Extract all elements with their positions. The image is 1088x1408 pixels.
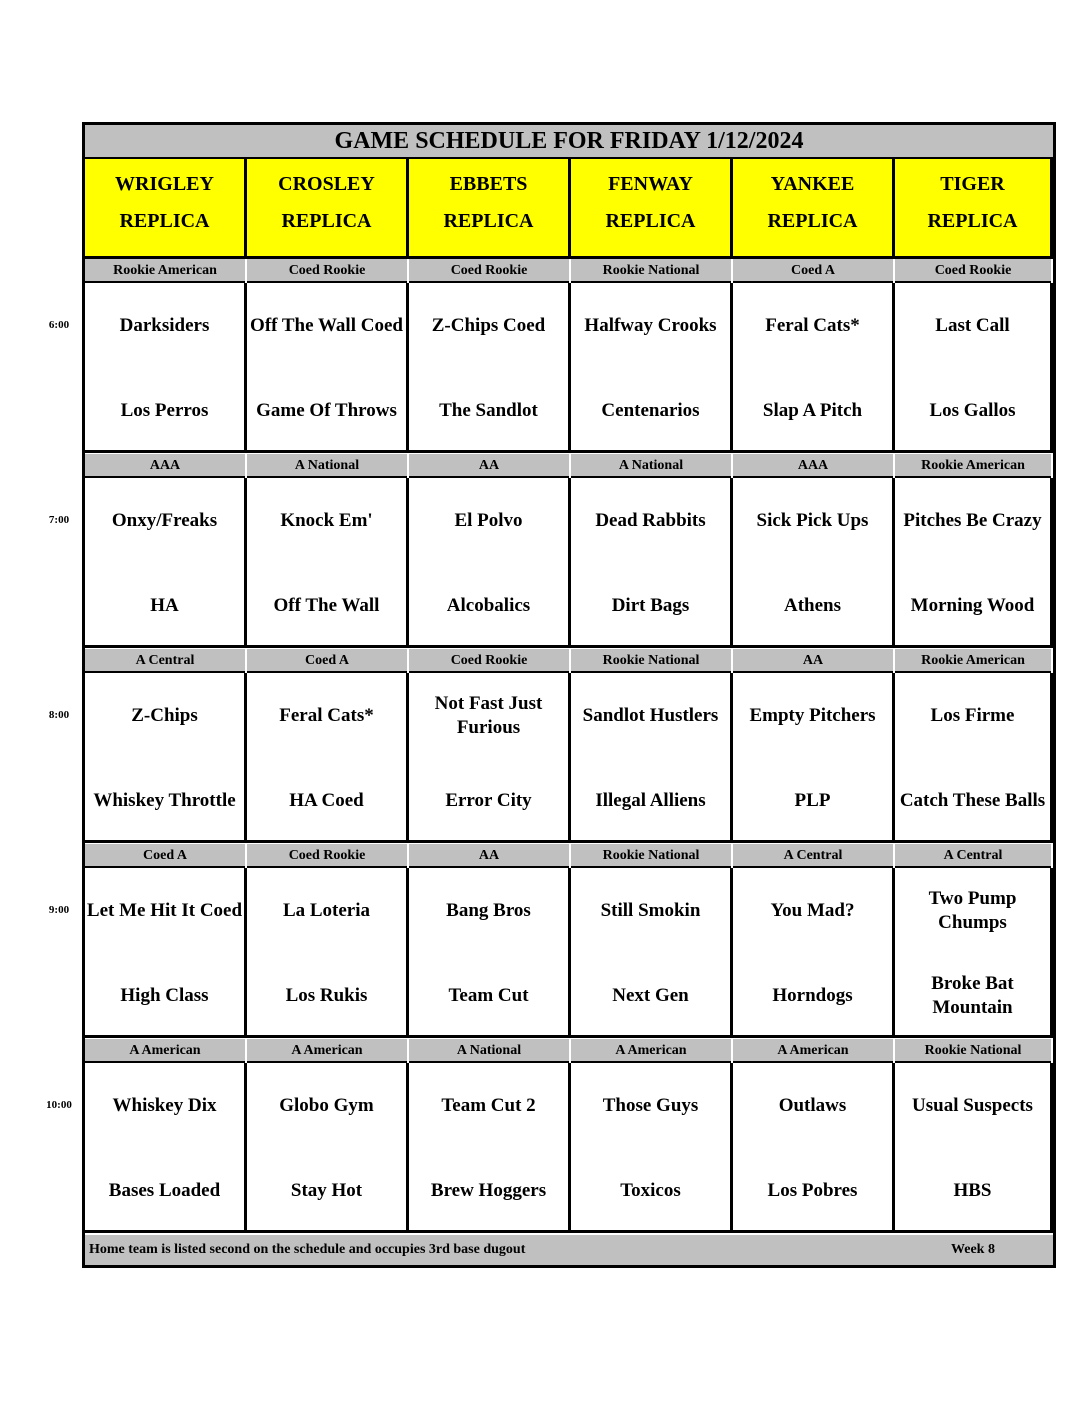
home-team: Horndogs bbox=[772, 985, 853, 1006]
home-team: Off The Wall bbox=[273, 595, 380, 616]
game-cell bbox=[895, 283, 1053, 453]
away-team: Z-Chips bbox=[131, 705, 198, 726]
away-team: Not Fast Just Furious bbox=[434, 693, 543, 738]
division-label: AA bbox=[733, 649, 895, 673]
home-team: Athens bbox=[783, 595, 841, 616]
field-subtitle: REPLICA bbox=[281, 210, 372, 232]
away-team: Whiskey Dix bbox=[112, 1095, 217, 1116]
home-team: Catch These Balls bbox=[899, 790, 1046, 811]
division-label: Rookie American bbox=[895, 649, 1053, 673]
page-title: GAME SCHEDULE FOR FRIDAY 1/12/2024 bbox=[85, 125, 1053, 159]
division-label: Rookie National bbox=[895, 1039, 1053, 1063]
field-header-0 bbox=[85, 159, 247, 259]
game-cell bbox=[85, 673, 247, 843]
home-team: Los Gallos bbox=[929, 400, 1016, 421]
away-team: Sick Pick Ups bbox=[756, 510, 869, 531]
field-header-2 bbox=[409, 159, 571, 259]
division-label: Coed Rookie bbox=[409, 259, 571, 283]
away-team: Bang Bros bbox=[446, 900, 531, 921]
away-team: Team Cut 2 bbox=[441, 1095, 536, 1116]
field-header-3 bbox=[571, 159, 733, 259]
away-team: Those Guys bbox=[602, 1095, 699, 1116]
division-label: AAA bbox=[85, 454, 247, 478]
division-label: A American bbox=[85, 1039, 247, 1063]
game-cell bbox=[247, 673, 409, 843]
away-team: Globo Gym bbox=[279, 1095, 374, 1116]
away-team: La Loteria bbox=[282, 900, 371, 921]
game-cell bbox=[409, 478, 571, 648]
division-label: Rookie National bbox=[571, 649, 733, 673]
field-name: CROSLEY bbox=[278, 173, 375, 195]
away-team: Dead Rabbits bbox=[595, 510, 706, 531]
footer-note: Home team is listed second on the schedule and occupies 3rd base dugout bbox=[89, 1242, 526, 1257]
division-label: Coed Rookie bbox=[247, 259, 409, 283]
division-label: Rookie American bbox=[895, 454, 1053, 478]
home-team: PLP bbox=[794, 790, 831, 811]
home-team: Team Cut bbox=[448, 985, 529, 1006]
away-team: Still Smokin bbox=[600, 900, 701, 921]
division-label: Coed Rookie bbox=[247, 844, 409, 868]
game-cell bbox=[85, 868, 247, 1038]
game-cell bbox=[85, 478, 247, 648]
field-name: EBBETS bbox=[449, 173, 528, 195]
home-team: Los Perros bbox=[120, 400, 209, 421]
game-cell bbox=[733, 478, 895, 648]
game-cell bbox=[571, 478, 733, 648]
field-subtitle: REPLICA bbox=[927, 210, 1018, 232]
home-team: Los Pobres bbox=[767, 1180, 858, 1201]
home-team: HBS bbox=[953, 1180, 992, 1201]
away-team: Onxy/Freaks bbox=[111, 510, 218, 531]
away-team: Outlaws bbox=[778, 1095, 847, 1116]
division-label: Coed Rookie bbox=[409, 649, 571, 673]
home-team: Broke Bat Mountain bbox=[931, 973, 1014, 1018]
home-team: Los Rukis bbox=[285, 985, 368, 1006]
field-subtitle: REPLICA bbox=[767, 210, 858, 232]
home-team: Next Gen bbox=[612, 985, 689, 1006]
away-team: Last Call bbox=[935, 315, 1010, 336]
division-band bbox=[85, 649, 1053, 673]
game-cell bbox=[571, 283, 733, 453]
away-team: Z-Chips Coed bbox=[431, 315, 546, 336]
home-team: HA bbox=[150, 595, 179, 616]
division-label: AA bbox=[409, 454, 571, 478]
game-row bbox=[85, 673, 1053, 843]
home-team: Dirt Bags bbox=[611, 595, 690, 616]
game-cell bbox=[895, 673, 1053, 843]
division-label: Rookie American bbox=[85, 259, 247, 283]
home-team: Brew Hoggers bbox=[430, 1180, 547, 1201]
footer-bar bbox=[85, 1235, 1053, 1265]
division-label: Coed Rookie bbox=[895, 259, 1053, 283]
field-subtitle: REPLICA bbox=[119, 210, 210, 232]
division-label: A National bbox=[247, 454, 409, 478]
division-label: A Central bbox=[85, 649, 247, 673]
home-team: Slap A Pitch bbox=[762, 400, 863, 421]
field-header-5 bbox=[895, 159, 1053, 259]
game-cell bbox=[247, 478, 409, 648]
away-team: Feral Cats* bbox=[279, 705, 374, 726]
home-team: Stay Hot bbox=[290, 1180, 363, 1201]
division-band bbox=[85, 1039, 1053, 1063]
division-label: AA bbox=[409, 844, 571, 868]
away-team: Pitches Be Crazy bbox=[903, 510, 1042, 531]
game-cell bbox=[733, 673, 895, 843]
division-label: Rookie National bbox=[571, 844, 733, 868]
away-team: Knock Em' bbox=[280, 510, 373, 531]
game-cell bbox=[409, 1063, 571, 1233]
home-team: Whiskey Throttle bbox=[93, 790, 236, 811]
game-cell bbox=[733, 1063, 895, 1233]
game-cell bbox=[409, 673, 571, 843]
away-team: Empty Pitchers bbox=[749, 705, 876, 726]
division-band bbox=[85, 259, 1053, 283]
division-label: A Central bbox=[895, 844, 1053, 868]
game-cell bbox=[247, 868, 409, 1038]
game-cell bbox=[85, 1063, 247, 1233]
away-team: Two Pump Chumps bbox=[928, 888, 1017, 933]
home-team: Toxicos bbox=[620, 1180, 681, 1201]
schedule-table bbox=[82, 122, 1056, 1268]
division-band bbox=[85, 844, 1053, 868]
game-cell bbox=[571, 673, 733, 843]
field-header-4 bbox=[733, 159, 895, 259]
division-label: Coed A bbox=[85, 844, 247, 868]
home-team: The Sandlot bbox=[439, 400, 538, 421]
away-team: Let Me Hit It Coed bbox=[86, 900, 243, 921]
away-team: Halfway Crooks bbox=[584, 315, 717, 336]
time-label: 10:00 bbox=[46, 1099, 72, 1111]
division-label: Coed A bbox=[247, 649, 409, 673]
division-label: A Central bbox=[733, 844, 895, 868]
home-team: Bases Loaded bbox=[108, 1180, 221, 1201]
division-band bbox=[85, 454, 1053, 478]
game-cell bbox=[571, 868, 733, 1038]
field-name: FENWAY bbox=[608, 173, 693, 195]
week-label: Week 8 bbox=[951, 1242, 995, 1257]
game-row bbox=[85, 868, 1053, 1038]
division-label: Coed A bbox=[733, 259, 895, 283]
field-header-row bbox=[85, 159, 1053, 259]
game-cell bbox=[85, 283, 247, 453]
away-team: Sandlot Hustlers bbox=[582, 705, 719, 726]
division-label: AAA bbox=[733, 454, 895, 478]
time-label: 6:00 bbox=[48, 319, 70, 331]
field-name: YANKEE bbox=[770, 173, 855, 195]
game-cell bbox=[895, 478, 1053, 648]
home-team: Illegal Alliens bbox=[595, 790, 706, 811]
field-name: WRIGLEY bbox=[115, 173, 214, 195]
home-team: Error City bbox=[445, 790, 532, 811]
game-cell bbox=[247, 1063, 409, 1233]
game-cell bbox=[895, 1063, 1053, 1233]
time-label: 7:00 bbox=[48, 514, 70, 526]
game-cell bbox=[571, 1063, 733, 1233]
time-label: 8:00 bbox=[48, 709, 70, 721]
away-team: Usual Suspects bbox=[912, 1095, 1033, 1116]
game-row bbox=[85, 283, 1053, 453]
game-cell bbox=[895, 868, 1053, 1038]
home-team: High Class bbox=[120, 985, 209, 1006]
field-name: TIGER bbox=[940, 173, 1005, 195]
game-cell bbox=[247, 283, 409, 453]
game-row bbox=[85, 478, 1053, 648]
time-label: 9:00 bbox=[48, 904, 70, 916]
away-team: Los Firme bbox=[930, 705, 1015, 726]
home-team: Game Of Throws bbox=[256, 400, 397, 421]
field-subtitle: REPLICA bbox=[605, 210, 696, 232]
home-team: Centenarios bbox=[601, 400, 700, 421]
away-team: Feral Cats* bbox=[765, 315, 860, 336]
home-team: Morning Wood bbox=[910, 595, 1035, 616]
division-label: A American bbox=[733, 1039, 895, 1063]
home-team: HA Coed bbox=[289, 790, 364, 811]
division-label: A American bbox=[247, 1039, 409, 1063]
game-cell bbox=[733, 283, 895, 453]
game-cell bbox=[409, 868, 571, 1038]
away-team: Off The Wall Coed bbox=[250, 315, 403, 336]
home-team: Alcobalics bbox=[446, 595, 531, 616]
division-label: Rookie National bbox=[571, 259, 733, 283]
division-label: A American bbox=[571, 1039, 733, 1063]
game-cell bbox=[733, 868, 895, 1038]
away-team: El Polvo bbox=[454, 510, 523, 531]
away-team: You Mad? bbox=[770, 900, 855, 921]
division-label: A National bbox=[409, 1039, 571, 1063]
away-team: Darksiders bbox=[119, 315, 210, 336]
game-cell bbox=[409, 283, 571, 453]
field-header-1 bbox=[247, 159, 409, 259]
game-row bbox=[85, 1063, 1053, 1233]
field-subtitle: REPLICA bbox=[443, 210, 534, 232]
division-label: A National bbox=[571, 454, 733, 478]
